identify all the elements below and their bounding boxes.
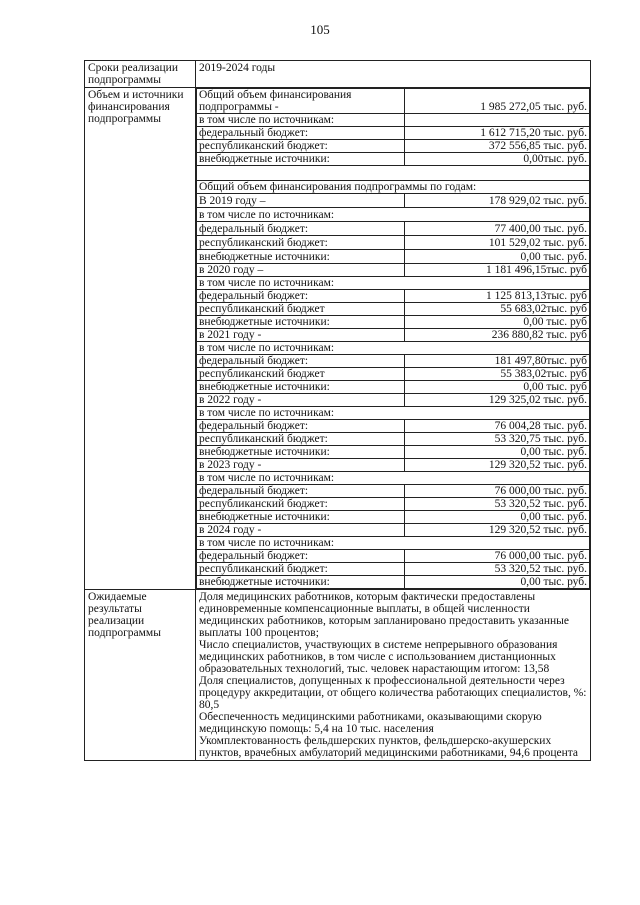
year-source-name: федеральный бюджет:: [197, 485, 405, 498]
year-total-row: [197, 524, 590, 537]
year-source-row: [197, 222, 590, 236]
incl-row: [197, 114, 590, 127]
year-incl-row: [197, 277, 590, 290]
year-source-row: [197, 303, 590, 316]
total-label-line-1: Общий объем финансирования: [199, 89, 352, 101]
year-incl-label: в том числе по источникам:: [197, 472, 590, 485]
year-source-value: 0,00 тыс. руб.: [405, 511, 590, 524]
year-source-row: [197, 290, 590, 303]
results-label: Ожидаемые результаты реализации подпрограммы: [85, 590, 196, 761]
total-row: [197, 89, 590, 114]
source-name: внебюджетные источники:: [197, 153, 405, 166]
source-value: 0,00тыс. руб.: [405, 153, 590, 166]
year-label: в 2020 году –: [197, 264, 405, 277]
year-source-row: [197, 368, 590, 381]
spacer-row: [197, 166, 590, 181]
source-row: [197, 140, 590, 153]
year-source-row: [197, 576, 590, 589]
year-source-value: 53 320,52 тыс. руб.: [405, 563, 590, 576]
financing-cell: [196, 88, 591, 590]
result-paragraph: Доля специалистов, допущенных к профессиональной деятельности через процедуру аккредитации, от общего количества работающих специалистов, %: 80,5: [199, 675, 587, 711]
year-source-value: 76 000,00 тыс. руб.: [405, 485, 590, 498]
year-incl-row: [197, 407, 590, 420]
year-source-row: [197, 485, 590, 498]
year-label: в 2021 году -: [197, 329, 405, 342]
year-total-row: [197, 264, 590, 277]
year-source-value: 181 497,80тыс. руб: [405, 355, 590, 368]
year-source-name: федеральный бюджет:: [197, 355, 405, 368]
results-row: [85, 590, 591, 761]
year-source-name: внебюджетные источники:: [197, 576, 405, 589]
year-incl-label: в том числе по источникам:: [197, 342, 590, 355]
year-source-name: внебюджетные источники:: [197, 250, 405, 264]
year-source-row: [197, 355, 590, 368]
year-source-name: республиканский бюджет:: [197, 433, 405, 446]
year-source-row: [197, 511, 590, 524]
financing-table: [196, 88, 590, 589]
year-source-name: внебюджетные источники:: [197, 316, 405, 329]
year-source-row: [197, 381, 590, 394]
year-source-row: [197, 498, 590, 511]
total-label: [197, 89, 405, 114]
year-source-row: [197, 563, 590, 576]
source-row: [197, 127, 590, 140]
year-incl-label: в том числе по источникам:: [197, 277, 590, 290]
results-cell: [196, 590, 591, 761]
year-source-value: 0,00 тыс. руб: [405, 381, 590, 394]
year-source-row: [197, 420, 590, 433]
timing-row: [85, 61, 591, 88]
by-year-label: Общий объем финансирования подпрограммы по годам:: [197, 181, 590, 194]
year-total-row: [197, 394, 590, 407]
by-year-row: [197, 181, 590, 194]
year-label: в 2024 году -: [197, 524, 405, 537]
year-source-row: [197, 446, 590, 459]
year-source-value: 1 125 813,13тыс. руб: [405, 290, 590, 303]
timing-label: Сроки реализации подпрограммы: [85, 61, 196, 88]
year-label: в 2023 году -: [197, 459, 405, 472]
year-source-row: [197, 433, 590, 446]
result-paragraph: Число специалистов, участвующих в системе непрерывного образования медицинских работников, в том числе с использованием дистанционных образовательных технологий, тыс. человек нарастающим итогом: 13,58: [199, 639, 558, 675]
year-source-name: республиканский бюджет:: [197, 563, 405, 576]
year-source-name: республиканский бюджет: [197, 303, 405, 316]
year-source-value: 53 320,52 тыс. руб.: [405, 498, 590, 511]
source-value: 1 612 715,20 тыс. руб.: [405, 127, 590, 140]
year-source-value: 55 683,02тыс. руб: [405, 303, 590, 316]
year-incl-label: в том числе по источникам:: [197, 208, 590, 222]
year-label: в 2022 году -: [197, 394, 405, 407]
source-row: [197, 153, 590, 166]
year-source-name: федеральный бюджет:: [197, 222, 405, 236]
financing-row: [85, 88, 591, 590]
year-total-value: 129 320,52 тыс. руб.: [405, 459, 590, 472]
year-incl-row: [197, 342, 590, 355]
year-source-value: 76 000,00 тыс. руб.: [405, 550, 590, 563]
year-incl-row: [197, 537, 590, 550]
year-source-value: 76 004,28 тыс. руб.: [405, 420, 590, 433]
source-name: федеральный бюджет:: [197, 127, 405, 140]
year-source-name: федеральный бюджет:: [197, 290, 405, 303]
incl-label: в том числе по источникам:: [197, 114, 405, 127]
year-source-name: внебюджетные источники:: [197, 381, 405, 394]
total-value: 1 985 272,05 тыс. руб.: [405, 89, 590, 114]
year-incl-row: [197, 208, 590, 222]
incl-empty: [405, 114, 590, 127]
year-total-value: 129 320,52 тыс. руб.: [405, 524, 590, 537]
year-total-row: [197, 329, 590, 342]
source-value: 372 556,85 тыс. руб.: [405, 140, 590, 153]
total-label-line-2: подпрограммы -: [199, 101, 279, 113]
year-total-value: 178 929,02 тыс. руб.: [405, 194, 590, 208]
year-source-name: федеральный бюджет:: [197, 420, 405, 433]
year-total-value: 129 325,02 тыс. руб.: [405, 394, 590, 407]
result-paragraph: Укомплектованность фельдшерских пунктов, фельдшерско-акушерских пунктов, врачебных амбулаторий медицинскими работниками, 94,6 процента: [199, 735, 579, 759]
year-source-name: внебюджетные источники:: [197, 511, 405, 524]
year-source-value: 0,00 тыс. руб.: [405, 446, 590, 459]
source-name: республиканский бюджет:: [197, 140, 405, 153]
year-source-value: 101 529,02 тыс. руб.: [405, 236, 590, 250]
year-source-value: 77 400,00 тыс. руб.: [405, 222, 590, 236]
year-source-name: республиканский бюджет:: [197, 236, 405, 250]
year-source-name: республиканский бюджет: [197, 368, 405, 381]
year-total-row: [197, 459, 590, 472]
result-paragraph: Обеспеченность медицинскими работниками, оказывающими скорую медицинскую помощь: 5,4 на 10 тыс. населения: [199, 711, 542, 735]
year-incl-row: [197, 472, 590, 485]
result-paragraph: Доля медицинских работников, которым фактически предоставлены единовременные компенсационные выплаты, в общей численности медицинских работников, которым запланировано предоставить указанные выплаты 100 процентов;: [199, 591, 569, 639]
year-source-name: внебюджетные источники:: [197, 446, 405, 459]
subprogram-passport-table: [84, 60, 591, 761]
year-label: В 2019 году –: [197, 194, 405, 208]
year-source-row: [197, 550, 590, 563]
year-source-name: республиканский бюджет:: [197, 498, 405, 511]
page-number: 105: [310, 22, 330, 37]
year-source-value: 55 383,02тыс. руб: [405, 368, 590, 381]
year-source-value: 0,00 тыс. руб.: [405, 250, 590, 264]
financing-label: Объем и источники финансирования подпрограммы: [85, 88, 196, 590]
year-total-row: [197, 194, 590, 208]
year-source-row: [197, 250, 590, 264]
year-total-value: 236 880,82 тыс. руб: [405, 329, 590, 342]
year-total-value: 1 181 496,15тыс. руб: [405, 264, 590, 277]
year-source-name: федеральный бюджет:: [197, 550, 405, 563]
year-incl-label: в том числе по источникам:: [197, 537, 590, 550]
year-incl-label: в том числе по источникам:: [197, 407, 590, 420]
year-source-value: 0,00 тыс. руб: [405, 316, 590, 329]
timing-value: 2019-2024 годы: [196, 61, 591, 88]
year-source-value: 0,00 тыс. руб.: [405, 576, 590, 589]
year-source-row: [197, 236, 590, 250]
year-source-row: [197, 316, 590, 329]
year-source-value: 53 320,75 тыс. руб.: [405, 433, 590, 446]
spacer-cell: [197, 166, 590, 181]
